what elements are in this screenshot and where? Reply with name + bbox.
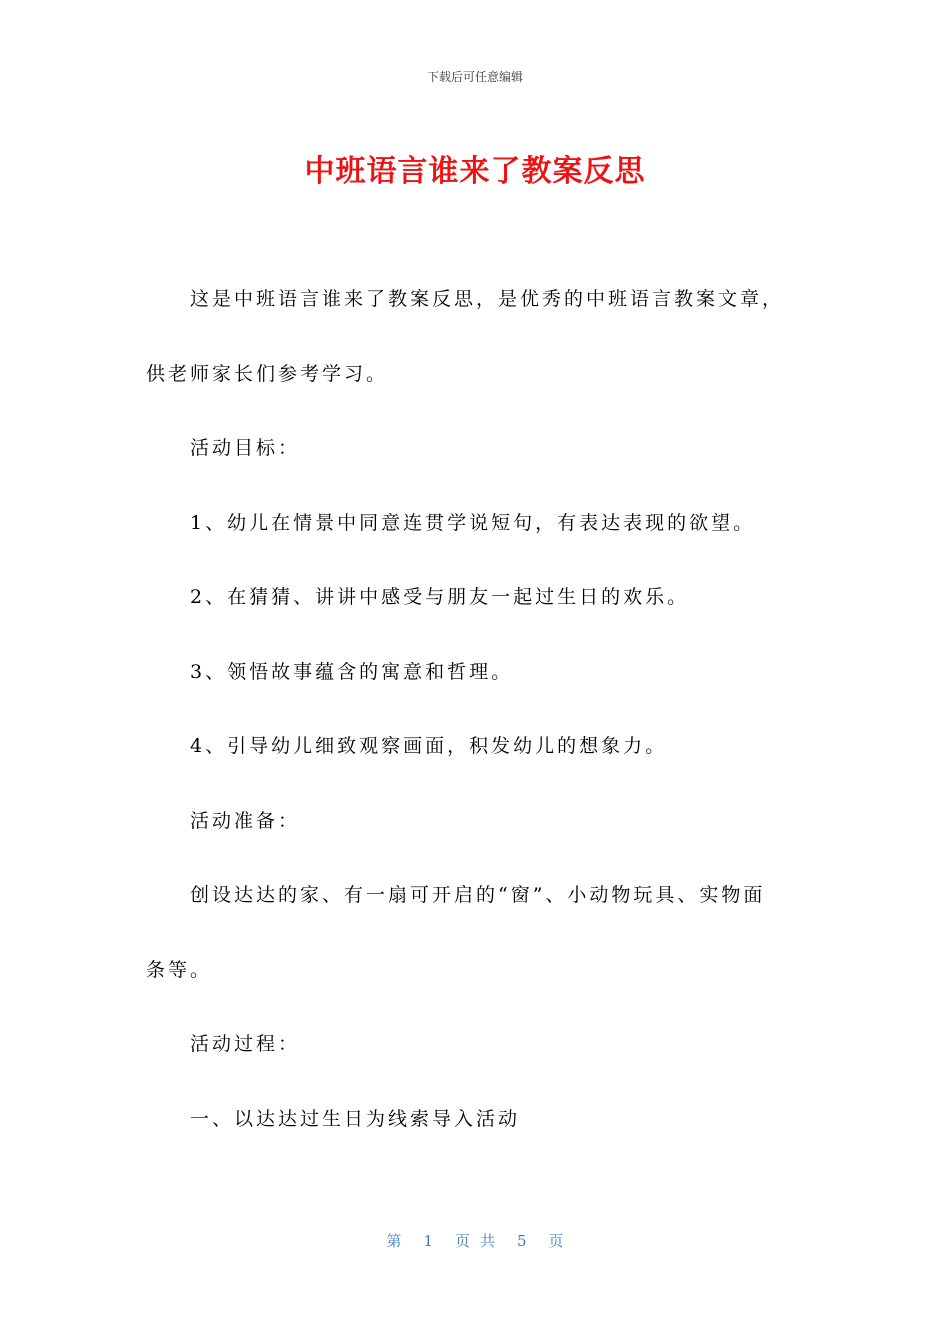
goal-item-4: 4、引导幼儿细致观察画面，积发幼儿的想象力。 xyxy=(190,735,668,757)
goal-item-2: 2、在猜猜、讲讲中感受与朋友一起过生日的欢乐。 xyxy=(190,586,690,608)
page-title: 中班语言谁来了教案反思 xyxy=(304,154,646,189)
page-footer xyxy=(0,1230,950,1251)
heading-activity-goals: 活动目标： xyxy=(190,437,301,459)
footer-word-ye-gong: 页共 xyxy=(454,1232,505,1250)
footer-total-pages: 5 xyxy=(517,1232,527,1250)
footer-word-di: 第 xyxy=(386,1232,402,1250)
paragraph-intro-line-2: 供老师家长们参考学习。 xyxy=(146,363,389,385)
heading-activity-process: 活动过程： xyxy=(190,1033,301,1055)
preparation-line-2: 条等。 xyxy=(146,959,213,981)
process-step-1: 一、以达达过生日为线索导入活动 xyxy=(190,1108,521,1130)
header-note: 下载后可任意编辑 xyxy=(426,70,523,84)
goal-item-1: 1、幼儿在情景中同意连贯学说短句，有表达表现的欲望。 xyxy=(190,512,756,534)
preparation-line-1: 创设达达的家、有一扇可开启的“窗”、小动物玩具、实物面 xyxy=(190,884,766,906)
paragraph-intro-line-1: 这是中班语言谁来了教案反思，是优秀的中班语言教案文章， xyxy=(190,288,785,310)
footer-current-page: 1 xyxy=(423,1232,433,1250)
goal-item-3: 3、领悟故事蕴含的寓意和哲理。 xyxy=(190,661,514,683)
heading-activity-preparation: 活动准备： xyxy=(190,810,301,832)
footer-word-ye: 页 xyxy=(548,1232,564,1250)
